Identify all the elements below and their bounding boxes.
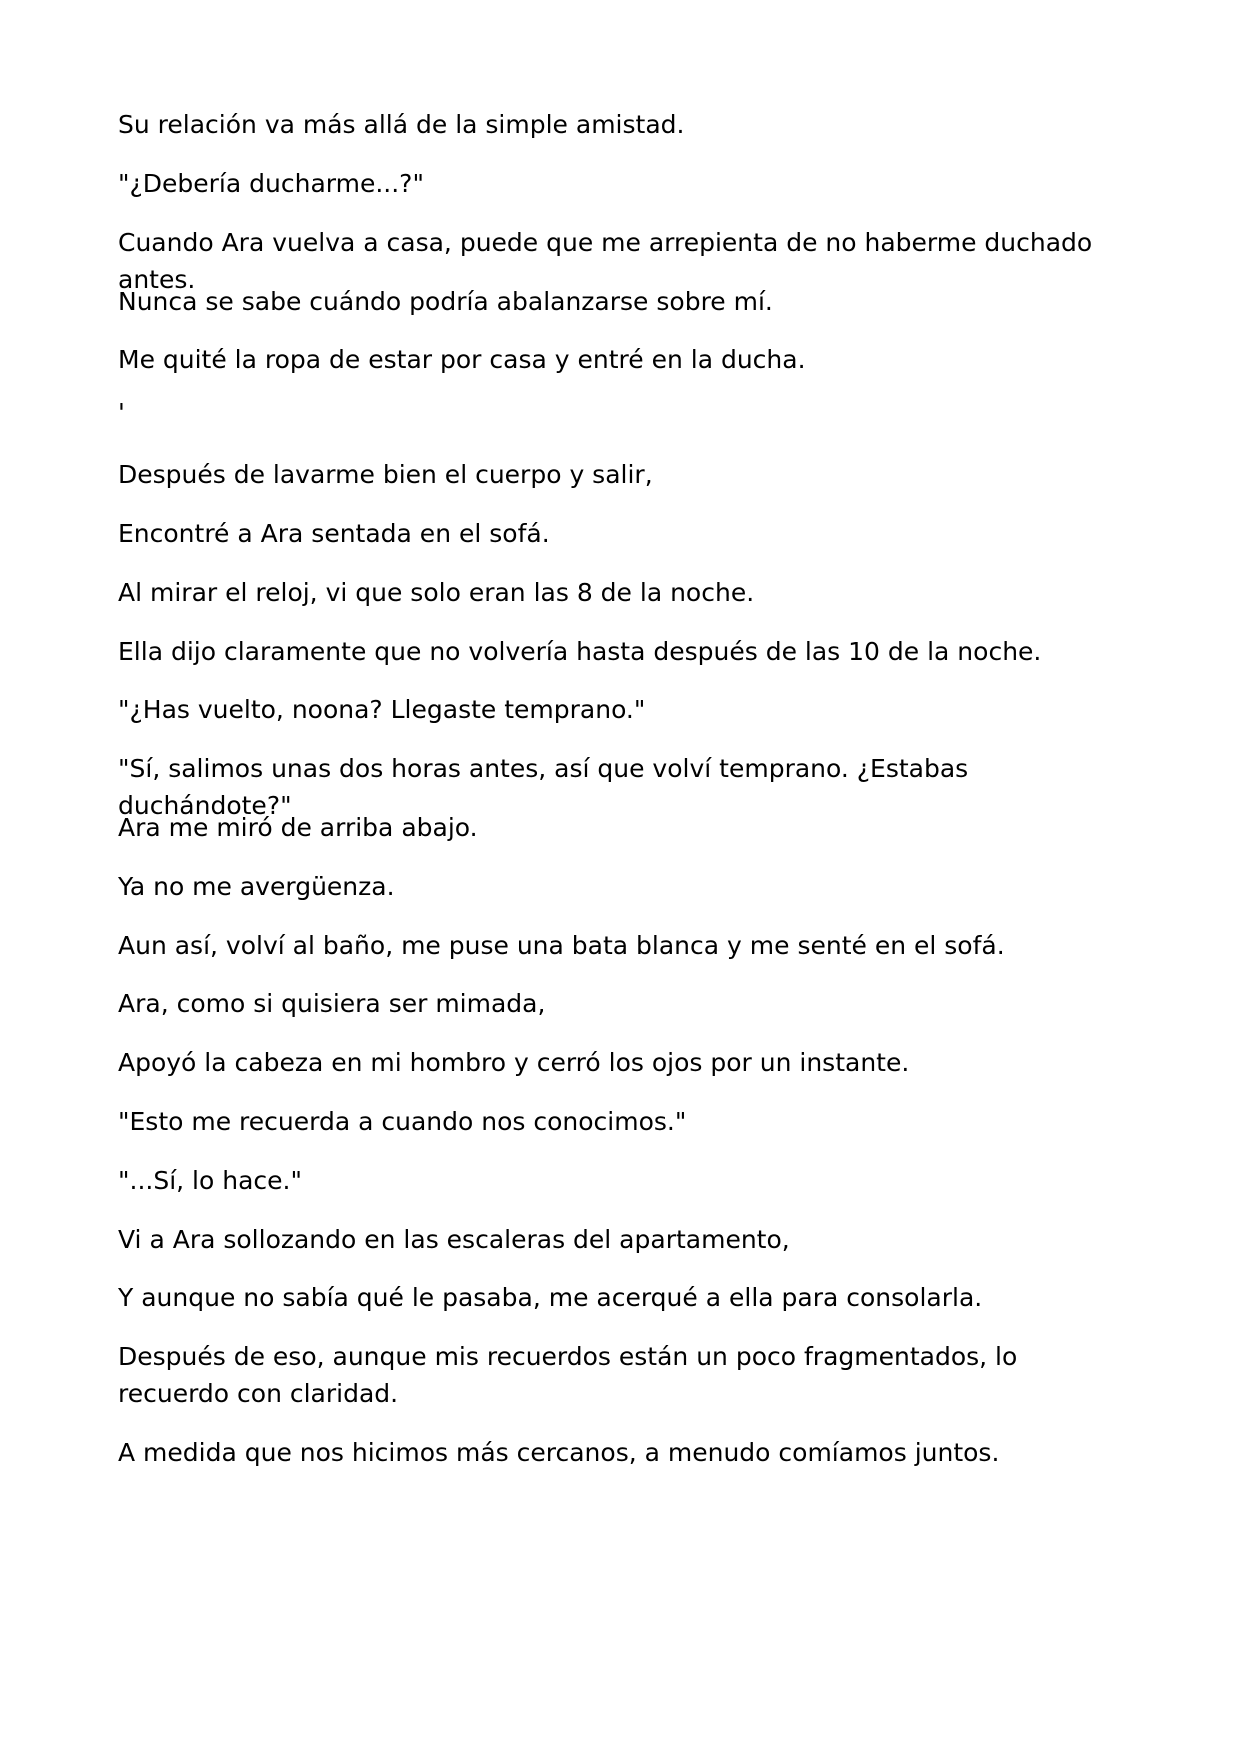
paragraph-3: Cuando Ara vuelva a casa, puede que me arrepienta de no haberme duchado antes. [118,228,1093,294]
paragraph-22: Después de eso, aunque mis recuerdos están un poco fragmentados, lo recuerdo con claridad. [118,1342,1018,1408]
paragraph-19: "...Sí, lo hace." [118,1166,302,1195]
paragraph-14: Ya no me avergüenza. [118,872,395,901]
paragraph-1: Su relación va más allá de la simple amistad. [118,110,685,139]
paragraph-12: "Sí, salimos unas dos horas antes, así que volví temprano. ¿Estabas duchándote?" [118,754,969,820]
paragraph-13: Ara me miró de arriba abajo. [118,813,478,842]
paragraph-7: Después de lavarme bien el cuerpo y salir, [118,460,653,489]
paragraph-21: Y aunque no sabía qué le pasaba, me acerqué a ella para consolarla. [118,1283,983,1312]
paragraph-20: Vi a Ara sollozando en las escaleras del apartamento, [118,1225,790,1254]
paragraph-4: Nunca se sabe cuándo podría abalanzarse sobre mí. [118,287,773,316]
paragraph-5: Me quité la ropa de estar por casa y entré en la ducha. [118,345,806,374]
paragraph-15: Aun así, volví al baño, me puse una bata blanca y me senté en el sofá. [118,931,1005,960]
paragraph-11: "¿Has vuelto, noona? Llegaste temprano." [118,695,646,724]
paragraph-9: Al mirar el reloj, vi que solo eran las 8 de la noche. [118,578,755,607]
paragraph-2: "¿Debería ducharme...?" [118,169,424,198]
paragraph-23: A medida que nos hicimos más cercanos, a menudo comíamos juntos. [118,1438,1000,1467]
paragraph-6: ' [118,398,125,427]
paragraph-8: Encontré a Ara sentada en el sofá. [118,519,550,548]
paragraph-17: Apoyó la cabeza en mi hombro y cerró los ojos por un instante. [118,1048,910,1077]
paragraph-18: "Esto me recuerda a cuando nos conocimos." [118,1107,687,1136]
paragraph-10: Ella dijo claramente que no volvería hasta después de las 10 de la noche. [118,637,1042,666]
paragraph-16: Ara, como si quisiera ser mimada, [118,989,546,1018]
